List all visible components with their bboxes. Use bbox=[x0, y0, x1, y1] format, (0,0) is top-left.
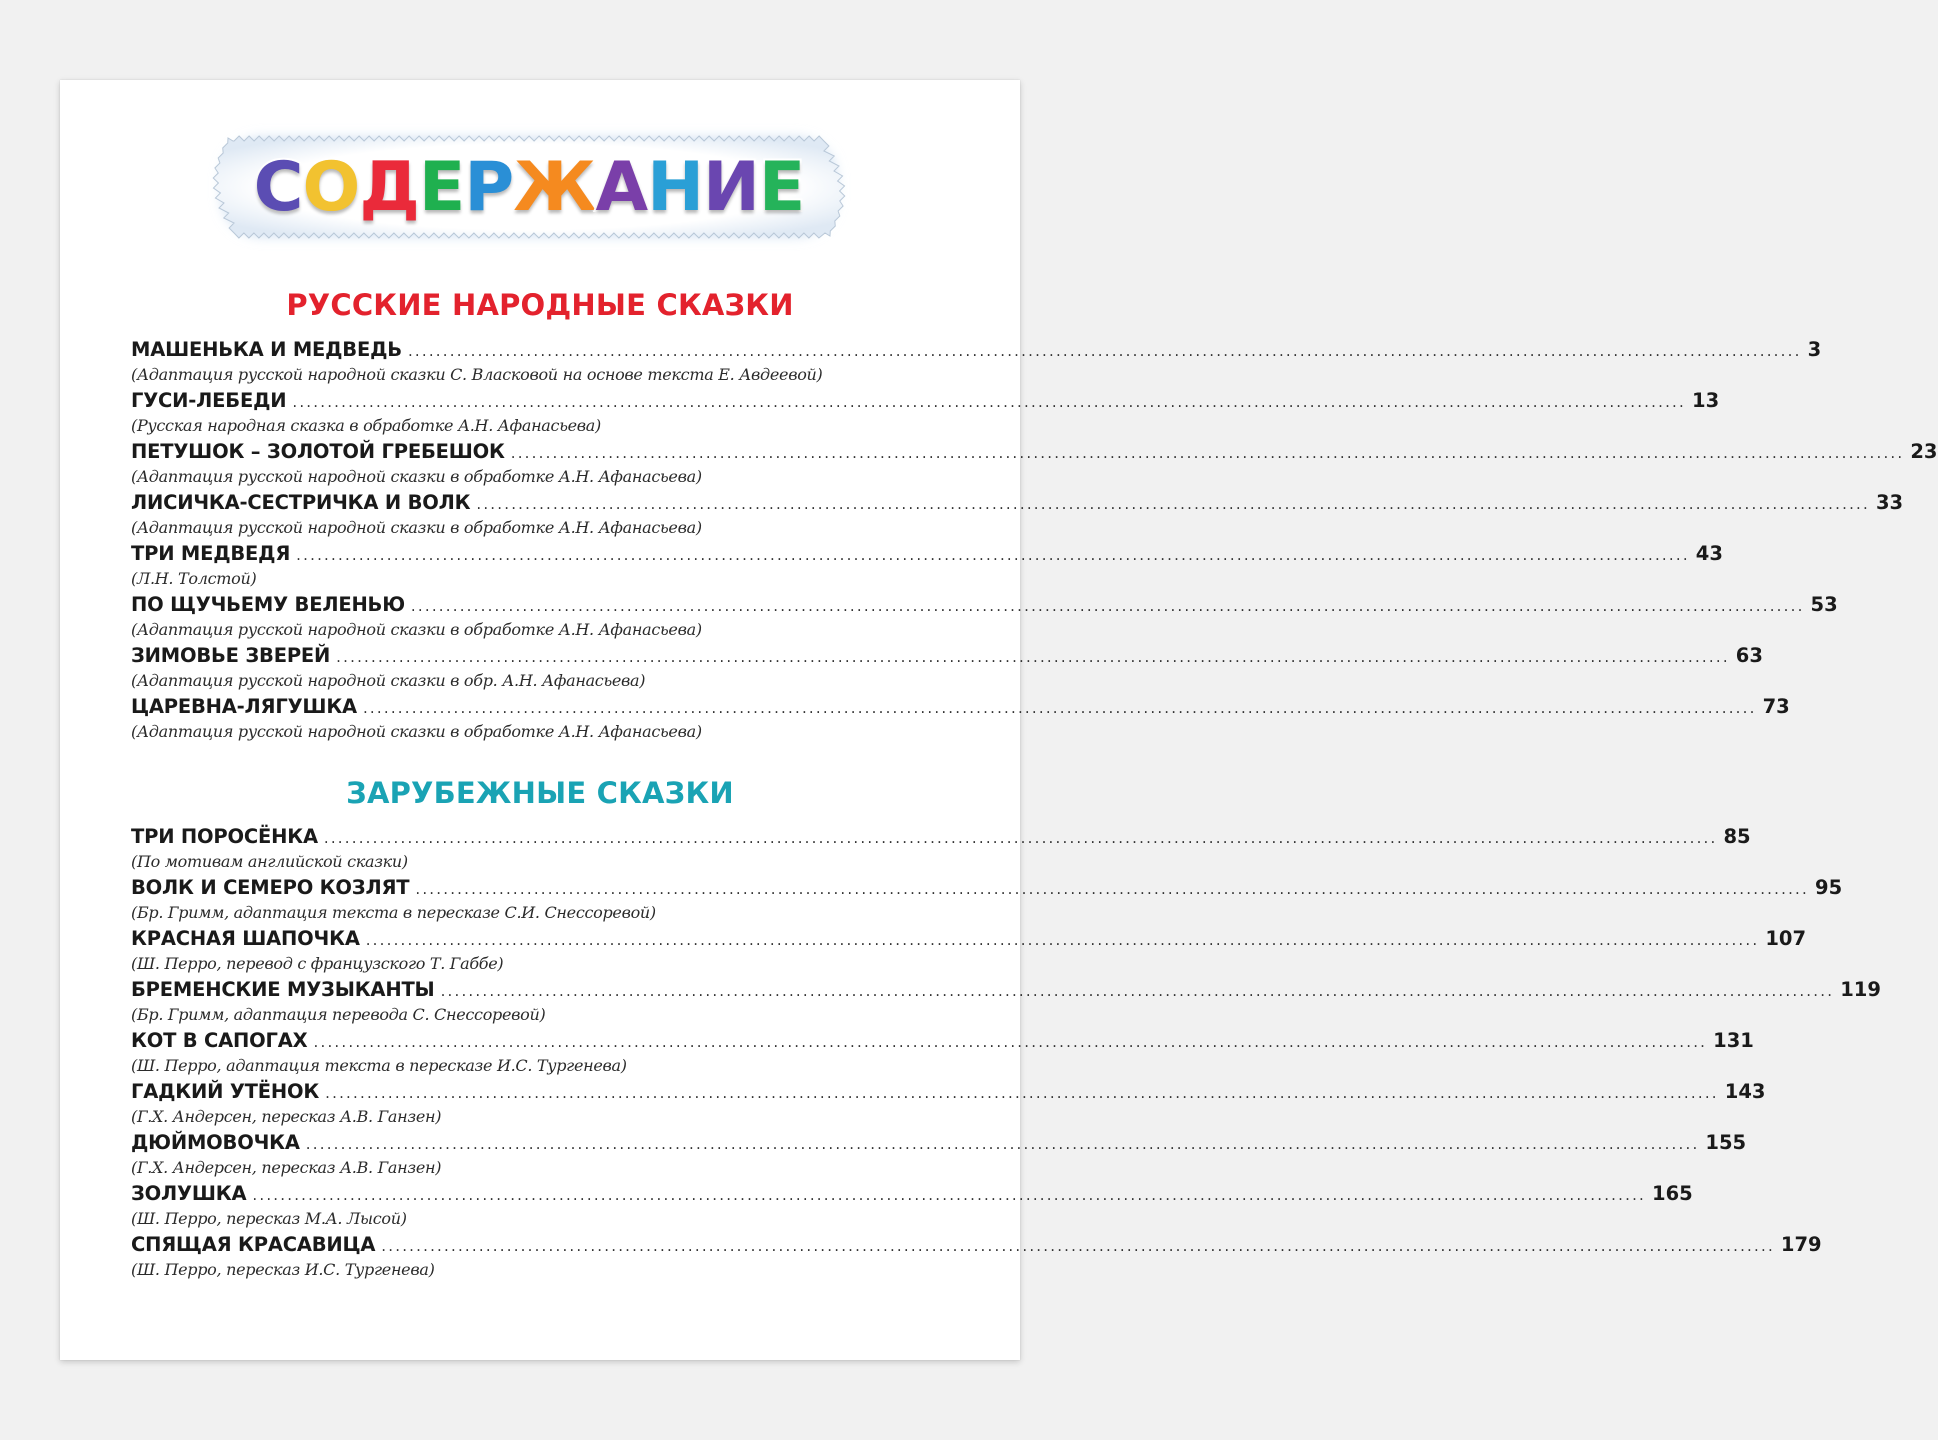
title-letter: Е bbox=[758, 147, 805, 227]
toc-entry-line bbox=[131, 642, 1763, 670]
toc-entry-title: ТРИ МЕДВЕДЯ bbox=[131, 542, 291, 565]
toc-entry bbox=[131, 823, 1751, 874]
toc-entry-page-number: 155 bbox=[1705, 1131, 1747, 1154]
toc-leader-dots: ........................................................................................................................................................................................................ bbox=[323, 829, 1718, 847]
toc-entry-line bbox=[131, 489, 1904, 517]
toc-entry-line bbox=[131, 874, 1843, 902]
toc-entry-source: (Ш. Перро, пересказ И.С. Тургенева) bbox=[131, 1260, 435, 1279]
toc-entry-page-number: 53 bbox=[1810, 593, 1838, 616]
toc-entry-title: ГАДКИЙ УТЁНОК bbox=[131, 1080, 320, 1103]
toc-entry-line bbox=[131, 591, 1838, 619]
title-letter: Ж bbox=[513, 147, 596, 227]
toc-leader-dots: ........................................................................................................................................................................................................ bbox=[410, 597, 1805, 615]
toc-entry-title: ЗИМОВЬЕ ЗВЕРЕЙ bbox=[131, 644, 331, 667]
toc-leader-dots: ........................................................................................................................................................................................................ bbox=[336, 648, 1730, 666]
toc-entry-source: (Адаптация русской народной сказки в обработке А.Н. Афанасьева) bbox=[131, 722, 702, 741]
toc-entry-title: МАШЕНЬКА И МЕДВЕДЬ bbox=[131, 338, 402, 361]
title-banner bbox=[210, 128, 848, 246]
toc-entry-source: (Ш. Перро, пересказ М.А. Лысой) bbox=[131, 1209, 407, 1228]
toc-leader-dots: ........................................................................................................................................................................................................ bbox=[305, 1135, 1700, 1153]
toc-entry bbox=[131, 489, 1904, 540]
toc-entry bbox=[131, 1231, 1822, 1282]
toc-entry-title: ГУСИ-ЛЕБЕДИ bbox=[131, 389, 287, 412]
book-page bbox=[60, 80, 1938, 1360]
toc-entry bbox=[131, 438, 1938, 489]
toc-leader-dots: ........................................................................................................................................................................................................ bbox=[292, 393, 1686, 411]
toc-entry-source: (Бр. Гримм, адаптация перевода С. Снессоревой) bbox=[131, 1005, 546, 1024]
toc-entry-page-number: 95 bbox=[1815, 876, 1843, 899]
toc-entry-line bbox=[131, 1027, 1754, 1055]
toc-leader-dots: ........................................................................................................................................................................................................ bbox=[476, 495, 1870, 513]
title-letter: Д bbox=[359, 147, 419, 227]
toc-entry-title: ЛИСИЧКА-СЕСТРИЧКА И ВОЛК bbox=[131, 491, 471, 514]
toc-entry-title: КОТ В САПОГАХ bbox=[131, 1029, 308, 1052]
toc-entry-title: КРАСНАЯ ШАПОЧКА bbox=[131, 927, 360, 950]
toc-entry-line bbox=[131, 540, 1723, 568]
title-letter: И bbox=[703, 147, 759, 227]
toc-entry-line bbox=[131, 1129, 1747, 1157]
toc-entry-page-number: 13 bbox=[1692, 389, 1720, 412]
toc-entry-line bbox=[131, 693, 1790, 721]
toc-entry-line bbox=[131, 925, 1807, 953]
toc-entry-page-number: 85 bbox=[1723, 825, 1751, 848]
section-title-foreign: ЗАРУБЕЖНЫЕ СКАЗКИ bbox=[346, 776, 734, 810]
title-letter: Е bbox=[418, 147, 465, 227]
toc-entry bbox=[131, 642, 1763, 693]
toc-leader-dots: ........................................................................................................................................................................................................ bbox=[365, 931, 1760, 949]
section-title-russian: РУССКИЕ НАРОДНЫЕ СКАЗКИ bbox=[286, 288, 794, 322]
toc-entry-page-number: 165 bbox=[1652, 1182, 1693, 1205]
toc-entry bbox=[131, 925, 1807, 976]
title-letter: Р bbox=[464, 147, 514, 227]
toc-entry-page-number: 107 bbox=[1765, 927, 1807, 950]
toc-foreign-tales bbox=[131, 823, 1881, 1282]
toc-entry bbox=[131, 976, 1881, 1027]
toc-entry-page-number: 63 bbox=[1735, 644, 1763, 667]
toc-entry-page-number: 43 bbox=[1695, 542, 1723, 565]
toc-entry-page-number: 33 bbox=[1875, 491, 1904, 514]
toc-entry bbox=[131, 1129, 1747, 1180]
toc-entry bbox=[131, 387, 1720, 438]
toc-entry-title: ЦАРЕВНА-ЛЯГУШКА bbox=[131, 695, 357, 718]
toc-entry-page-number: 23 bbox=[1910, 440, 1938, 463]
toc-entry-page-number: 179 bbox=[1780, 1233, 1822, 1256]
toc-entry-page-number: 73 bbox=[1762, 695, 1790, 718]
toc-entry-page-number: 3 bbox=[1807, 338, 1822, 361]
toc-entry-title: ТРИ ПОРОСЁНКА bbox=[131, 825, 318, 848]
toc-leader-dots: ........................................................................................................................................................................................................ bbox=[362, 699, 1757, 717]
toc-entry-page-number: 143 bbox=[1724, 1080, 1766, 1103]
toc-entry-title: ЗОЛУШКА bbox=[131, 1182, 247, 1205]
toc-entry-title: ПЕТУШОК – ЗОЛОТОЙ ГРЕБЕШОК bbox=[131, 440, 505, 463]
toc-entry-line bbox=[131, 387, 1720, 415]
toc-entry-title: ВОЛК И СЕМЕРО КОЗЛЯТ bbox=[131, 876, 410, 899]
toc-leader-dots: ........................................................................................................................................................................................................ bbox=[313, 1033, 1708, 1051]
toc-entry-source: (Бр. Гримм, адаптация текста в пересказе С.И. Снессоревой) bbox=[131, 903, 656, 922]
toc-leader-dots: ........................................................................................................................................................................................................ bbox=[510, 444, 1905, 462]
toc-entry-title: ПО ЩУЧЬЕМУ ВЕЛЕНЬЮ bbox=[131, 593, 405, 616]
toc-leader-dots: ........................................................................................................................................................................................................ bbox=[381, 1237, 1775, 1255]
toc-entry bbox=[131, 540, 1723, 591]
toc-russian-tales bbox=[131, 336, 1938, 744]
toc-entry bbox=[131, 874, 1843, 925]
toc-entry-source: (Ш. Перро, перевод с французского Т. Габбе) bbox=[131, 954, 504, 973]
contents-title bbox=[210, 128, 848, 246]
toc-entry-source: (Л.Н. Толстой) bbox=[131, 569, 257, 588]
toc-entry-source: (Адаптация русской народной сказки в обр. А.Н. Афанасьева) bbox=[131, 671, 646, 690]
toc-entry-source: (По мотивам английской сказки) bbox=[131, 852, 408, 871]
toc-entry-source: (Русская народная сказка в обработке А.Н. Афанасьева) bbox=[131, 416, 601, 435]
toc-leader-dots: ........................................................................................................................................................................................................ bbox=[440, 982, 1835, 1000]
toc-entry-title: ДЮЙМОВОЧКА bbox=[131, 1131, 300, 1154]
title-letter: О bbox=[302, 147, 360, 227]
toc-entry-source: (Г.Х. Андерсен, пересказ А.В. Ганзен) bbox=[131, 1107, 442, 1126]
toc-entry bbox=[131, 591, 1838, 642]
title-letter: С bbox=[253, 147, 303, 227]
toc-leader-dots: ........................................................................................................................................................................................................ bbox=[407, 342, 1802, 360]
toc-entry bbox=[131, 1180, 1693, 1231]
toc-entry-source: (Адаптация русской народной сказки в обработке А.Н. Афанасьева) bbox=[131, 467, 702, 486]
toc-entry-source: (Г.Х. Андерсен, пересказ А.В. Ганзен) bbox=[131, 1158, 442, 1177]
toc-entry-line bbox=[131, 1180, 1693, 1208]
toc-entry-line bbox=[131, 438, 1938, 466]
toc-leader-dots: ........................................................................................................................................................................................................ bbox=[252, 1186, 1647, 1204]
title-letter: Н bbox=[647, 147, 703, 227]
toc-entry-title: СПЯЩАЯ КРАСАВИЦА bbox=[131, 1233, 376, 1256]
toc-leader-dots: ........................................................................................................................................................................................................ bbox=[415, 880, 1809, 898]
toc-entry bbox=[131, 1078, 1766, 1129]
toc-entry-source: (Ш. Перро, адаптация текста в пересказе И.С. Тургенева) bbox=[131, 1056, 627, 1075]
toc-leader-dots: ........................................................................................................................................................................................................ bbox=[296, 546, 1690, 564]
toc-entry bbox=[131, 693, 1790, 744]
toc-entry-title: БРЕМЕНСКИЕ МУЗЫКАНТЫ bbox=[131, 978, 435, 1001]
toc-entry-line bbox=[131, 1231, 1822, 1259]
toc-leader-dots: ........................................................................................................................................................................................................ bbox=[325, 1084, 1719, 1102]
toc-entry-line bbox=[131, 1078, 1766, 1106]
toc-entry-page-number: 119 bbox=[1840, 978, 1881, 1001]
toc-entry-line bbox=[131, 823, 1751, 851]
toc-entry-line bbox=[131, 336, 1822, 364]
title-letter: А bbox=[595, 147, 648, 227]
toc-entry-line bbox=[131, 976, 1881, 1004]
toc-entry-source: (Адаптация русской народной сказки в обработке А.Н. Афанасьева) bbox=[131, 620, 702, 639]
toc-entry-page-number: 131 bbox=[1713, 1029, 1754, 1052]
toc-entry bbox=[131, 1027, 1754, 1078]
toc-entry-source: (Адаптация русской народной сказки в обработке А.Н. Афанасьева) bbox=[131, 518, 702, 537]
toc-entry bbox=[131, 336, 1822, 387]
toc-entry-source: (Адаптация русской народной сказки С. Власковой на основе текста Е. Авдеевой) bbox=[131, 365, 823, 384]
